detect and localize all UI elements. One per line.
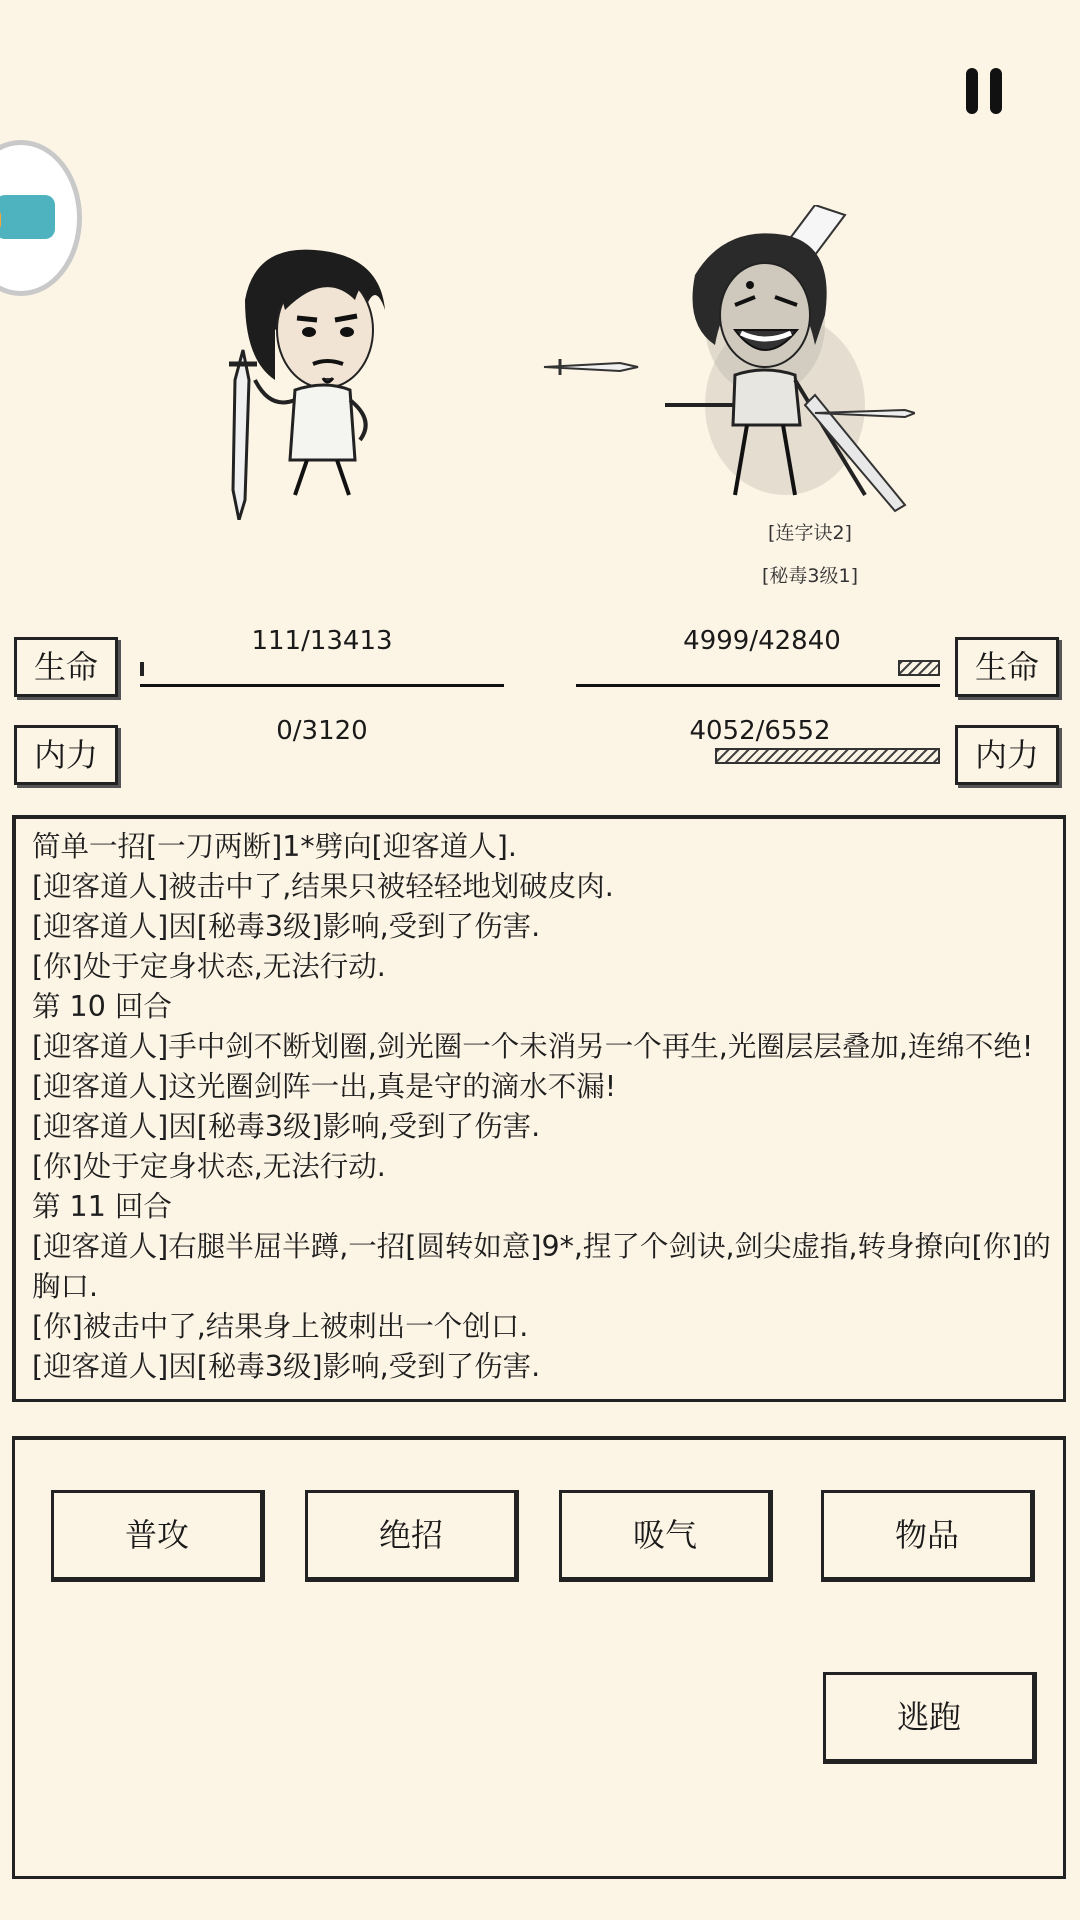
log-line: [迎客道人]这光圈剑阵一出,真是守的滴水不漏!	[32, 1070, 617, 1103]
attack-button[interactable]: 普攻	[51, 1490, 265, 1582]
player-hp-label: 生命	[14, 637, 118, 697]
log-line: 第 11 回合	[32, 1190, 172, 1223]
enemy-hp-label: 生命	[955, 637, 1059, 697]
app-badge-icon	[0, 195, 55, 239]
floating-app-badge[interactable]	[0, 140, 82, 296]
player-hp-value: 111/13413	[251, 626, 393, 656]
pause-icon	[966, 68, 978, 114]
flee-button[interactable]: 逃跑	[823, 1672, 1037, 1764]
enemy-hp-value: 4999/42840	[683, 626, 841, 656]
player-mp-label: 内力	[14, 725, 118, 785]
enemy-status-effect: [秘毒3级1]	[761, 565, 858, 587]
player-hp-fill	[140, 662, 144, 676]
combat-log[interactable]	[12, 815, 1066, 1402]
enemy-mp-bar	[715, 748, 940, 764]
enemy-hp-bar	[576, 684, 940, 687]
log-line: [你]处于定身状态,无法行动.	[32, 1150, 386, 1183]
player-mp-value: 0/3120	[276, 716, 368, 746]
action-panel	[12, 1436, 1066, 1879]
enemy-status-effect: [连字诀2]	[768, 522, 852, 544]
enemy-mp-label: 内力	[955, 725, 1059, 785]
log-line: [你]被击中了,结果身上被刺出一个创口.	[32, 1310, 529, 1343]
log-line: 第 10 回合	[32, 990, 172, 1023]
log-line: [迎客道人]因[秘毒3级]影响,受到了伤害.	[32, 1110, 541, 1143]
special-move-button[interactable]: 绝招	[305, 1490, 519, 1582]
items-button[interactable]: 物品	[821, 1490, 1035, 1582]
log-line: [迎客道人]因[秘毒3级]影响,受到了伤害.	[32, 910, 541, 943]
player-character	[215, 240, 415, 520]
log-line: 简单一招[一刀两断]1*劈向[迎客道人].	[32, 830, 517, 863]
breathe-button[interactable]: 吸气	[559, 1490, 773, 1582]
player-hp-bar	[140, 684, 504, 687]
enemy-mp-value: 4052/6552	[689, 716, 831, 746]
pause-button[interactable]	[960, 62, 1010, 122]
enemy-hp-fill	[898, 660, 940, 676]
log-line: [迎客道人]右腿半屈半蹲,一招[圆转如意]9*,捏了个剑诀,剑尖虚指,转身撩向[你]的胸口.	[32, 1230, 1051, 1303]
log-line: [迎客道人]手中剑不断划圈,剑光圈一个未消另一个再生,光圈层层叠加,连绵不绝!	[32, 1030, 1034, 1063]
enemy-character	[665, 205, 915, 515]
log-line: [迎客道人]因[秘毒3级]影响,受到了伤害.	[32, 1350, 541, 1383]
log-line: [你]处于定身状态,无法行动.	[32, 950, 386, 983]
flying-sword-projectile	[540, 355, 640, 379]
combat-log-lines	[32, 827, 1052, 1387]
log-line: [迎客道人]被击中了,结果只被轻轻地划破皮肉.	[32, 870, 614, 903]
